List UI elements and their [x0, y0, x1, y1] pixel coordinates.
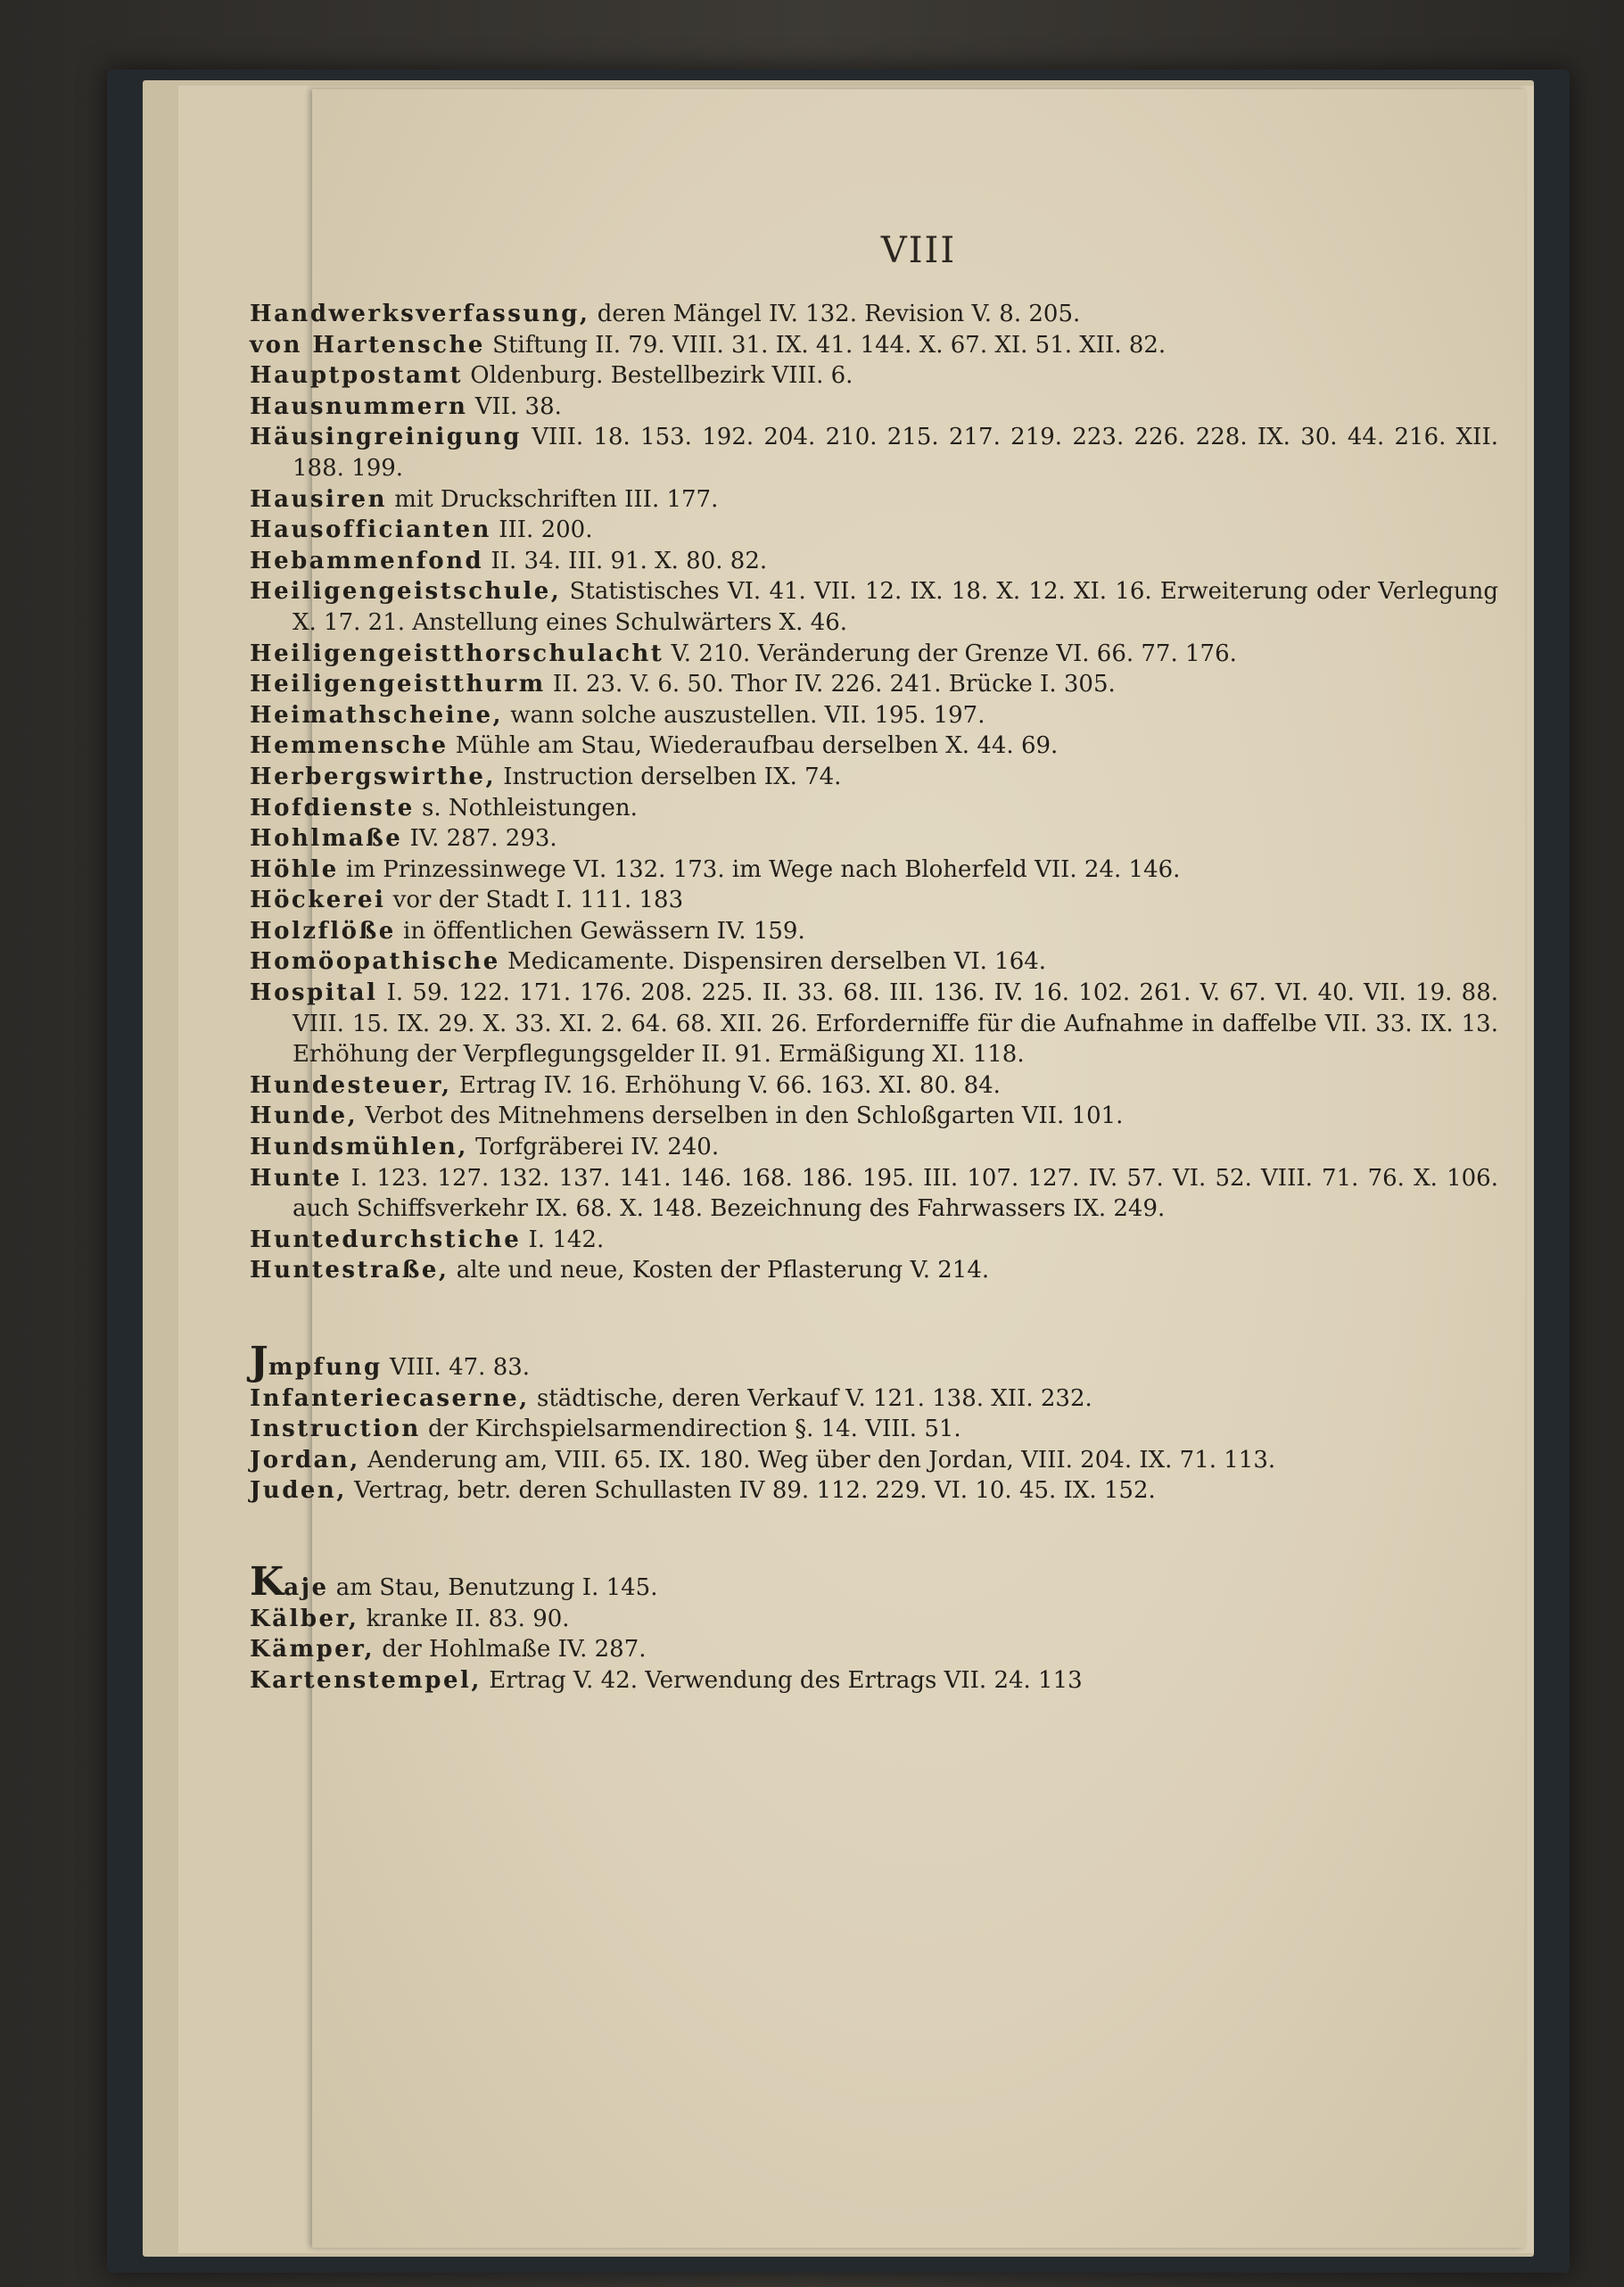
- index-entry-references: kranke II. 83. 90.: [359, 1605, 570, 1632]
- index-entry-keyword: Jordan,: [250, 1446, 360, 1474]
- index-entry: [250, 1225, 1498, 1256]
- index-entry-keyword: Kämper,: [250, 1636, 375, 1664]
- index-entry: [250, 669, 1498, 700]
- index-section-k: [250, 1558, 1498, 1696]
- index-entry-references: wann solche auszustellen. VII. 195. 197.: [503, 701, 985, 729]
- index-entry: [250, 1665, 1498, 1697]
- index-entry-references: städtische, deren Verkauf V. 121. 138. XII. 232.: [529, 1384, 1092, 1412]
- index-entry-references: Ertrag V. 42. Verwendung des Ertrags VII. 24. 113: [481, 1666, 1083, 1694]
- index-entry-references: vor der Stadt I. 111. 183: [385, 887, 684, 914]
- index-entry-keyword: Hauptpostamt: [250, 362, 464, 390]
- index-entry: [250, 1475, 1498, 1507]
- index-entry-references: Mühle am Stau, Wiederaufbau derselben X. 44. 69.: [448, 732, 1059, 760]
- initial-capital: K: [250, 1558, 284, 1605]
- index-entry-keyword: mpfung: [268, 1354, 383, 1381]
- index-entry: [250, 885, 1498, 916]
- index-entry: [250, 793, 1498, 824]
- index-entry-keyword: Instruction: [250, 1416, 421, 1443]
- index-entry-keyword: Handwerksverfassung,: [250, 301, 590, 327]
- index-entry-references: VIII. 47. 83.: [382, 1354, 531, 1381]
- index-entry: [250, 823, 1498, 855]
- index-entry-keyword: Höhle: [250, 855, 339, 883]
- index-entry-keyword: von Hartensche: [250, 331, 485, 359]
- index-entry-references: am Stau, Benutzung I. 145.: [328, 1573, 658, 1601]
- index-entry-references: der Kirchspielsarmendirection §. 14. VIII. 51.: [420, 1416, 961, 1443]
- index-entry-keyword: Homöopathische: [250, 948, 500, 976]
- index-entry-keyword: Hebammenfond: [250, 547, 484, 574]
- index-entry-references: IV. 287. 293.: [402, 825, 557, 853]
- index-entry-references: II. 34. III. 91. X. 80. 82.: [483, 547, 768, 574]
- index-entry: [250, 1604, 1498, 1635]
- index-entry-keyword: Infanteriecaserne,: [250, 1384, 530, 1412]
- index-entry-keyword: Häusingreinigung: [250, 424, 522, 451]
- index-entry-keyword: Hohlmaße: [250, 825, 403, 853]
- index-entry-references: alte und neue, Kosten der Pflasterung V. 214.: [449, 1257, 990, 1284]
- index-entry-keyword: Huntestraße,: [250, 1257, 449, 1284]
- index-section-i: [250, 1339, 1498, 1507]
- index-entry-references: Oldenburg. Bestellbezirk VIII. 6.: [463, 362, 853, 390]
- index-entry-keyword: Huntedurchstiche: [250, 1226, 522, 1253]
- index-entry: [250, 360, 1498, 392]
- index-entry: [250, 855, 1498, 886]
- index-entry: [250, 731, 1498, 762]
- index-entry-keyword: Hemmensche: [250, 732, 449, 760]
- index-entry-references: III. 200.: [490, 516, 593, 544]
- index-entry: [250, 1634, 1498, 1665]
- section-spacer: [250, 1286, 1498, 1350]
- index-entry: [250, 546, 1498, 577]
- index-entry-references: Ertrag IV. 16. Erhöhung V. 66. 163. XI. 80. 84.: [451, 1071, 1001, 1099]
- index-entry-references: mit Druckschriften III. 177.: [386, 485, 719, 513]
- index-entry-references: I. 142.: [521, 1226, 605, 1253]
- section-spacer: [250, 1507, 1498, 1571]
- index-entry: [250, 639, 1498, 670]
- index-entry-keyword: Hunte: [250, 1164, 342, 1192]
- index-entry-keyword: Höckerei: [250, 887, 386, 914]
- index-entry-references: I. 59. 122. 171. 176. 208. 225. II. 33. 68. III. 136. IV. 16. 102. 261. V. 67. VI. 40. VII. 19. 88. VIII. 15. IX. 29. X. 33. XI. 2. 64. 68. XII. 26. Erforderniffe für die Aufnahme in daffelbe VII. 33. IX. 13. Erhöhung der Verpflegungsgelder II. 91. Ermäßigung XI. 118.: [293, 979, 1498, 1069]
- index-entry: [250, 330, 1498, 361]
- index-entry: [250, 1163, 1498, 1225]
- index-entry: [250, 1132, 1498, 1163]
- index-entry-references: Instruction derselben IX. 74.: [496, 763, 842, 790]
- index-entry-keyword: Hausiren: [250, 485, 387, 513]
- index-entry-references: im Prinzessinwege VI. 132. 173. im Wege nach Bloherfeld VII. 24. 146.: [338, 855, 1181, 883]
- index-entry-keyword: Heiligengeistthorschulacht: [250, 640, 664, 667]
- index-content: [250, 299, 1498, 1696]
- index-entry-references: VII. 38.: [467, 392, 562, 420]
- index-entry-keyword: Hausofficianten: [250, 516, 491, 544]
- index-entry: [250, 484, 1498, 516]
- index-entry-keyword: Herbergswirthe,: [250, 763, 497, 790]
- index-entry-keyword: Hospital: [250, 979, 378, 1007]
- index-entry-keyword: Juden,: [250, 1477, 347, 1505]
- index-section-h: [250, 299, 1498, 1286]
- index-entry-references: Torfgräberei IV. 240.: [467, 1134, 720, 1161]
- index-entry-keyword: Heiligengeistschule,: [250, 578, 562, 606]
- index-entry: [250, 299, 1498, 330]
- index-entry: [250, 1339, 1498, 1384]
- index-entry: [250, 1101, 1498, 1132]
- index-entry-keyword: Hofdienste: [250, 794, 415, 822]
- index-entry: [250, 762, 1498, 793]
- index-entry-references: s. Nothleistungen.: [414, 794, 638, 822]
- index-entry-keyword: Hundsmühlen,: [250, 1134, 468, 1161]
- index-entry-keyword: Holzflöße: [250, 917, 396, 945]
- index-entry: [250, 515, 1498, 546]
- index-entry-keyword: Heiligengeistthurm: [250, 671, 546, 698]
- index-entry-references: V. 210. Veränderung der Grenze VI. 66. 77. 176.: [664, 640, 1237, 667]
- index-entry-keyword: Hausnummern: [250, 392, 468, 420]
- index-entry-references: Aenderung am, VIII. 65. IX. 180. Weg über den Jordan, VIII. 204. IX. 71. 113.: [359, 1446, 1276, 1474]
- index-entry: [250, 916, 1498, 947]
- index-entry-references: Stiftung II. 79. VIII. 31. IX. 41. 144. X. 67. XI. 51. XII. 82.: [484, 331, 1166, 359]
- index-entry-keyword: Kälber,: [250, 1605, 359, 1632]
- index-entry: [250, 1070, 1498, 1102]
- index-entry-references: Verbot des Mitnehmens derselben in den Schloßgarten VII. 101.: [358, 1102, 1124, 1130]
- index-entry: [250, 576, 1498, 638]
- index-entry-references: Medicamente. Dispensiren derselben VI. 164.: [499, 948, 1047, 976]
- index-entry: [250, 1414, 1498, 1445]
- index-entry-keyword: aje: [284, 1573, 329, 1601]
- index-entry-keyword: Hunde,: [250, 1102, 359, 1130]
- index-entry: [250, 422, 1498, 483]
- index-entry: [250, 1255, 1498, 1286]
- index-entry-references: der Hohlmaße IV. 287.: [375, 1636, 647, 1664]
- index-entry: [250, 978, 1498, 1070]
- index-entry: [250, 1558, 1498, 1605]
- index-entry: [250, 700, 1498, 731]
- index-entry: [250, 1383, 1498, 1415]
- index-entry-keyword: Kartenstempel,: [250, 1666, 482, 1694]
- index-entry-references: VIII. 18. 153. 192. 204. 210. 215. 217. 219. 223. 226. 228. IX. 30. 44. 216. XII. 188. 199.: [293, 424, 1498, 482]
- page-number: VIII: [880, 230, 957, 271]
- index-entry-references: I. 123. 127. 132. 137. 141. 146. 168. 186. 195. III. 107. 127. IV. 57. VI. 52. VIII. 71. 76. X. 106. auch Schiffsverkehr IX. 68. X. 148. Bezeichnung des Fahrwassers IX. 249.: [293, 1164, 1498, 1223]
- index-entry: [250, 946, 1498, 978]
- index-entry-references: deren Mängel IV. 132. Revision V. 8. 205.: [589, 301, 1081, 327]
- index-entry-references: in öffentlichen Gewässern IV. 159.: [395, 917, 805, 945]
- index-entry: [250, 392, 1498, 423]
- initial-capital: J: [250, 1339, 268, 1384]
- index-entry-references: Statistisches VI. 41. VII. 12. IX. 18. X. 12. XI. 16. Erweiterung oder Verlegung X. 17. 21. Anstellung eines Schulwärters X. 46.: [293, 578, 1498, 636]
- index-entry: [250, 1445, 1498, 1476]
- index-entry-references: Vertrag, betr. deren Schullasten IV 89. 112. 229. VI. 10. 45. IX. 152.: [346, 1477, 1156, 1505]
- index-entry-keyword: Hundesteuer,: [250, 1071, 452, 1099]
- index-entry-references: II. 23. V. 6. 50. Thor IV. 226. 241. Brücke I. 305.: [545, 671, 1116, 698]
- index-entry-keyword: Heimathscheine,: [250, 701, 504, 729]
